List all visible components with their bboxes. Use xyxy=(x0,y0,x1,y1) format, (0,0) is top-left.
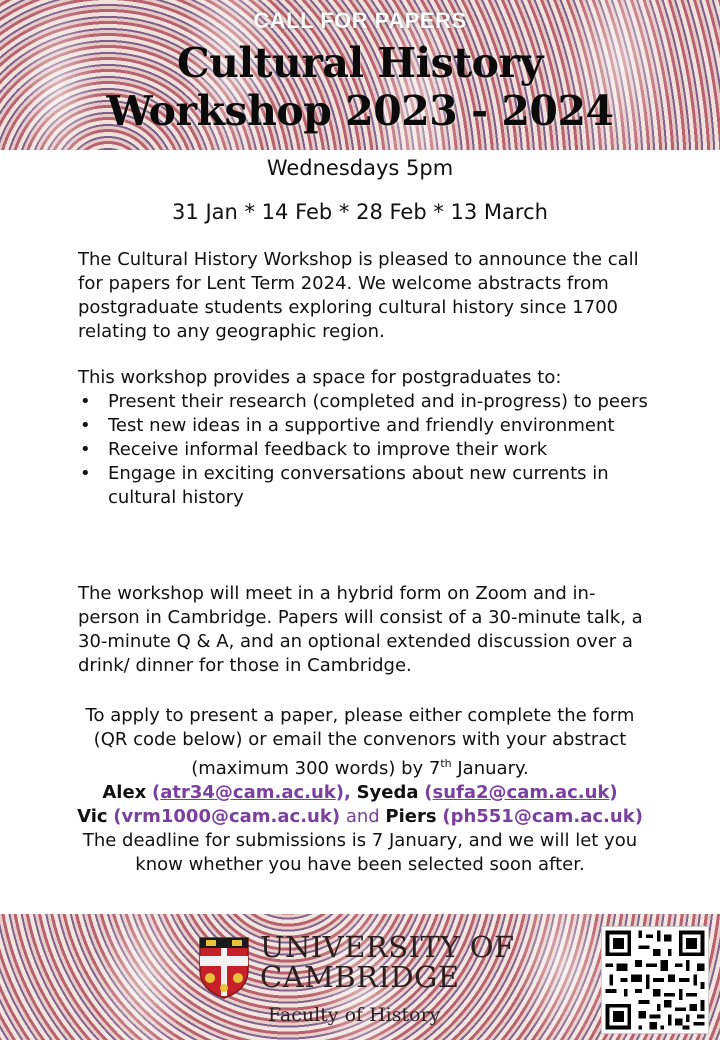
purpose-lead: This workshop provides a space for postgraduates to: xyxy=(78,367,562,388)
email-link-piers[interactable]: ph551@cam.ac.uk xyxy=(450,806,635,827)
title-line-1: Cultural History xyxy=(177,39,543,87)
schedule-dates: 31 Jan * 14 Feb * 28 Feb * 13 March xyxy=(172,200,548,224)
contact-name: Alex xyxy=(102,782,147,803)
intro-paragraph: The Cultural History Workshop is pleased to announce the call for papers for Lent Term 2024. We welcome abstracts from postgraduate students exploring cultural history since 1700 relating to any geographic region. xyxy=(78,249,639,342)
list-item: • Receive informal feedback to improve their work xyxy=(78,438,653,462)
university-logo xyxy=(198,930,528,1030)
contact-name: Syeda xyxy=(356,782,419,803)
email-link-vic[interactable]: vrm1000@cam.ac.uk xyxy=(121,806,332,827)
cambridge-crest-icon xyxy=(198,936,250,1000)
qr-code-icon[interactable] xyxy=(601,926,709,1034)
contacts-line-1: Alex (atr34@cam.ac.uk), Syeda (sufa2@cam.ac.uk) xyxy=(102,782,618,803)
list-item: • Present their research (completed and in-progress) to peers xyxy=(78,390,653,414)
university-name-line-2: CAMBRIDGE xyxy=(260,960,460,994)
purpose-list xyxy=(78,390,653,510)
email-link-alex[interactable]: atr34@cam.ac.uk xyxy=(160,782,336,803)
apply-section xyxy=(70,704,650,877)
contact-name: Piers xyxy=(385,806,437,827)
contacts-line-2: Vic (vrm1000@cam.ac.uk) and Piers (ph551@cam.ac.uk) xyxy=(77,806,643,827)
contact-name: Vic xyxy=(77,806,108,827)
deadline-text: The deadline for submissions is 7 January, and we will let you know whether you have been selected soon after. xyxy=(82,830,638,875)
faculty-name: Faculty of History xyxy=(268,1004,441,1026)
schedule-time: Wednesdays 5pm xyxy=(266,156,454,180)
list-item: • Test new ideas in a supportive and friendly environment xyxy=(78,414,653,438)
list-item: • Engage in exciting conversations about new currents in cultural history xyxy=(78,462,653,510)
format-paragraph: The workshop will meet in a hybrid form on Zoom and in-person in Cambridge. Papers will consist of a 30-minute talk, a 30-minute Q & A, and an optional extended discussion over a drink/ dinner for those in Cambridge. xyxy=(78,583,643,676)
email-link-syeda[interactable]: sufa2@cam.ac.uk xyxy=(432,782,610,803)
ordinal-suffix: th xyxy=(440,757,452,770)
call-for-papers-kicker: CALL FOR PAPERS xyxy=(253,8,467,33)
title-line-2: Workshop 2023 - 2024 xyxy=(106,87,614,135)
apply-instructions: To apply to present a paper, please either complete the form (QR code below) or email the convenors with your abstract (maximum 300 words) by 7th January. xyxy=(85,705,635,779)
university-name-line-1: UNIVERSITY OF xyxy=(260,930,515,964)
